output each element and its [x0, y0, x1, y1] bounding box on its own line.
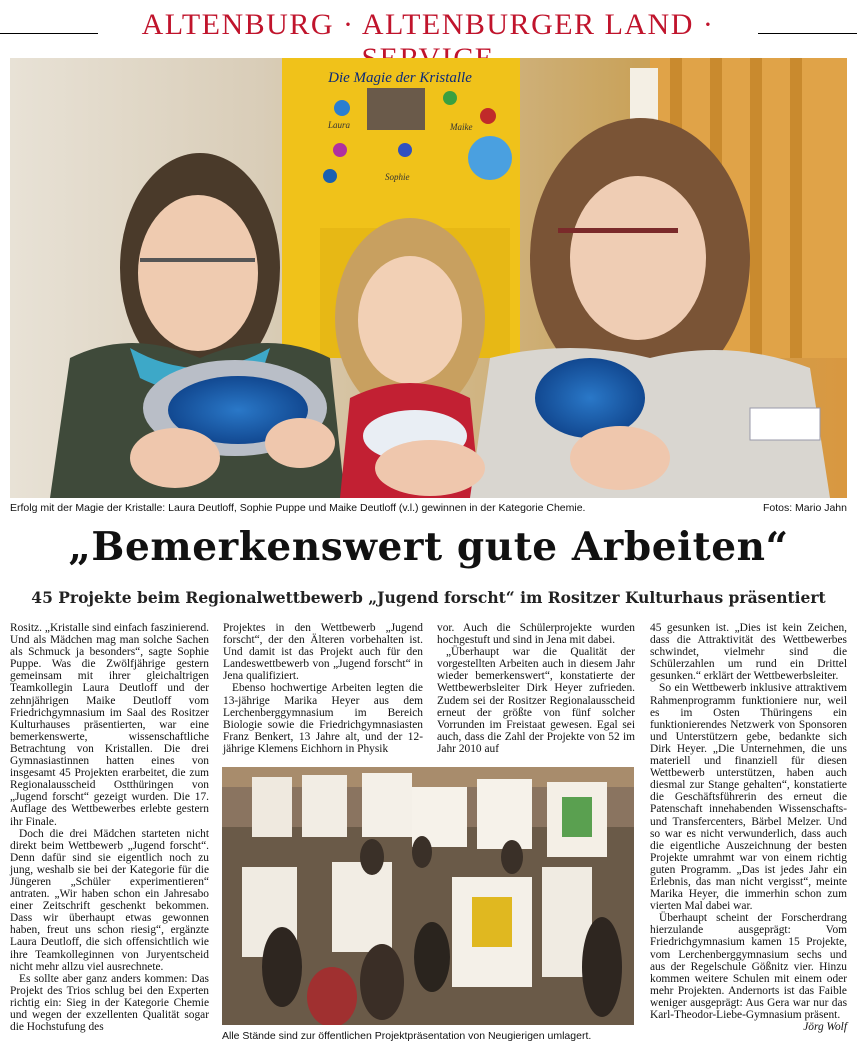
paragraph: Projektes in den Wettbewerb „Jugend forscht“, der den Älteren vorbehalten ist. Und damit ist das Projekt auch für den Landeswettbewerb von „Jugend forscht“ in Jena qualifiziert.	[223, 622, 423, 683]
rubric-rule-right	[758, 33, 857, 34]
paragraph: Ebenso hochwertige Arbeiten legten die 13-jährige Marika Heyer aus dem Lerchenberggymnasium im Bereich Biologie sowie die Friedrichgymnasiasten Franz Benkert, 13 Jahre alt, und der 12-jährige Klemens Eichhorn in Physik	[223, 682, 423, 755]
article-column-1	[10, 622, 209, 1033]
poster-name-3: Sophie	[385, 172, 410, 182]
paragraph: Rositz. „Kristalle sind einfach faszinierend. Und als Mädchen mag man solche Sachen als Schmuck ja besonders“, sagte Sophie Puppe. Was die Zwölfjährige gestern gemeinsam mit ihrer gleichaltrigen Teamkollegin Laura Deutloff und der zehnjährigen Maike Deutloff vom Friedrichgymnasium im Saal des Rositzer Kulturhauses präsentierten, war eine bemerkenswerte, wissenschaftliche Betrachtung von Kristallen. Die drei Gymnasiastinnen hatten eines von insgesamt 45 Projekten erarbeitet, die zum Regionalausscheid Ostthüringen von „Jugend forscht“ gezeigt wurden. Die 17. Auflage des Wettbewerbes erlebte gestern ihr Finale.	[10, 622, 209, 828]
article-column-4	[650, 622, 847, 1033]
main-photo-illustration	[10, 58, 847, 498]
article-column-2	[223, 622, 423, 755]
section-rubric: ALTENBURG · ALTENBURGER LAND ·	[141, 8, 715, 41]
subheadline: 45 Projekte beim Regionalwettbewerb „Jugend forscht“ im Rositzer Kulturhaus präsentiert	[31, 588, 826, 607]
paragraph: Es sollte aber ganz anders kommen: Das Projekt des Trios schlug bei den Experten richtig ein: Sieg in der Kategorie Chemie und wegen der exzellenten Qualität sogar die Hochstufung des	[10, 972, 209, 1034]
paragraph: „Überhaupt war die Qualität der vorgestellten Arbeiten auch in diesem Jahr wieder bemerkenswert“, konstatierte der Wettbewerbsleiter Dirk Heyer zufrieden. Zudem sei der Rositzer Regionalausscheid erneut der größte von fünf solcher Vorrunden im Freistaat gewesen. Egal sei auch, dass die Zahl der Projekte von 52 im Jahr 2010 auf	[437, 646, 635, 755]
hall-photo-illustration	[222, 767, 634, 1025]
hall-photo-caption: Alle Stände sind zur öffentlichen Projektpräsentation von Neugierigen umlagert.	[222, 1030, 592, 1042]
poster-name-2: Maike	[450, 122, 473, 132]
paragraph: 45 gesunken ist. „Dies ist kein Zeichen, dass die Attraktivität des Wettbewerbes schwindet, vielmehr sind die Schülerzahlen um rund ein Drittel gesunken.“ erklärt der Wettbewerbsleiter.	[650, 622, 847, 683]
rubric-rule-left	[0, 33, 98, 34]
poster-title: Die Magie der Kristalle	[328, 70, 472, 86]
paragraph: vor. Auch die Schülerprojekte wurden hochgestuft und sind in Jena mit dabei.	[437, 622, 635, 647]
author-byline: Jörg Wolf	[803, 1021, 847, 1034]
poster-name-1: Laura	[328, 120, 351, 130]
headline: „Bemerkenswert gute Arbeiten“	[68, 524, 789, 570]
photo-caption: Erfolg mit der Magie der Kristalle: Laura Deutloff, Sophie Puppe und Maike Deutloff (v.l.) gewinnen in der Kategorie Chemie.	[10, 502, 586, 514]
article-column-3	[437, 622, 635, 755]
hall-photo	[222, 767, 634, 1025]
paragraph: Überhaupt scheint der Forscherdrang hierzulande ausgeprägt: Vom Friedrichgymnasium kamen 15 Projekte, vom Lerchenberggymnasium sechs und aus der Regelschule Gößnitz vier. Hinzu kommen weitere Schulen mit einem oder mehr Projekten. Andernorts ist das Faible weniger ausgeprägt: Aus Gera war nur das Karl-Theodor-Liebe-Gymnasium präsent.	[650, 912, 847, 1021]
main-photo	[10, 58, 847, 498]
paragraph: Doch die drei Mädchen starteten nicht direkt beim Wettbewerb „Jugend forscht“. Denn dafür sind sie eigentlich noch zu jung, weshalb sie bei der Kategorie für die Jüngeren „Schüler experimentieren“ antraten. „Wir haben schon ein Jahresabo einer Zeitschrift geschenkt bekommen. Dass wir überhaupt etwas gewonnen haben, freut uns schon riesig“, ergänzte Laura Deutloff, die sich offensichtlich wie ihre Teamkolleginnen von Juryentscheid nicht mehr allzu viel ausrechnete.	[10, 827, 209, 973]
photo-credit: Fotos: Mario Jahn	[762, 502, 847, 514]
paragraph: So ein Wettbewerb inklusive attraktivem Rahmenprogramm funktioniere nur, weil es im Osten Thüringens ein funktionierendes Netzwerk von Sponsoren und Unterstützern gebe, bedankte sich Dirk Heyer. „Die Unternehmen, die uns materiell und finanziell für diesen Wettbewerb unterstützen, haben auch diesmal zur Stange gehalten“, konstatierte die Geschäftsführerin des erneut die Patenschaft innehabenden Wissenschafts- und Transfercenters, Bärbel Melzer. Und so war es nicht verwunderlich, dass auch die eigentliche Auszeichnung der besten Projekte umrahmt war von einem richtig guten Programm. „Das ist jedes Jahr ein Erlebnis, das man nicht vergisst“, meinte Marika Heyer, die immerhin schon zum vierten Mal dabei war.	[650, 682, 847, 913]
